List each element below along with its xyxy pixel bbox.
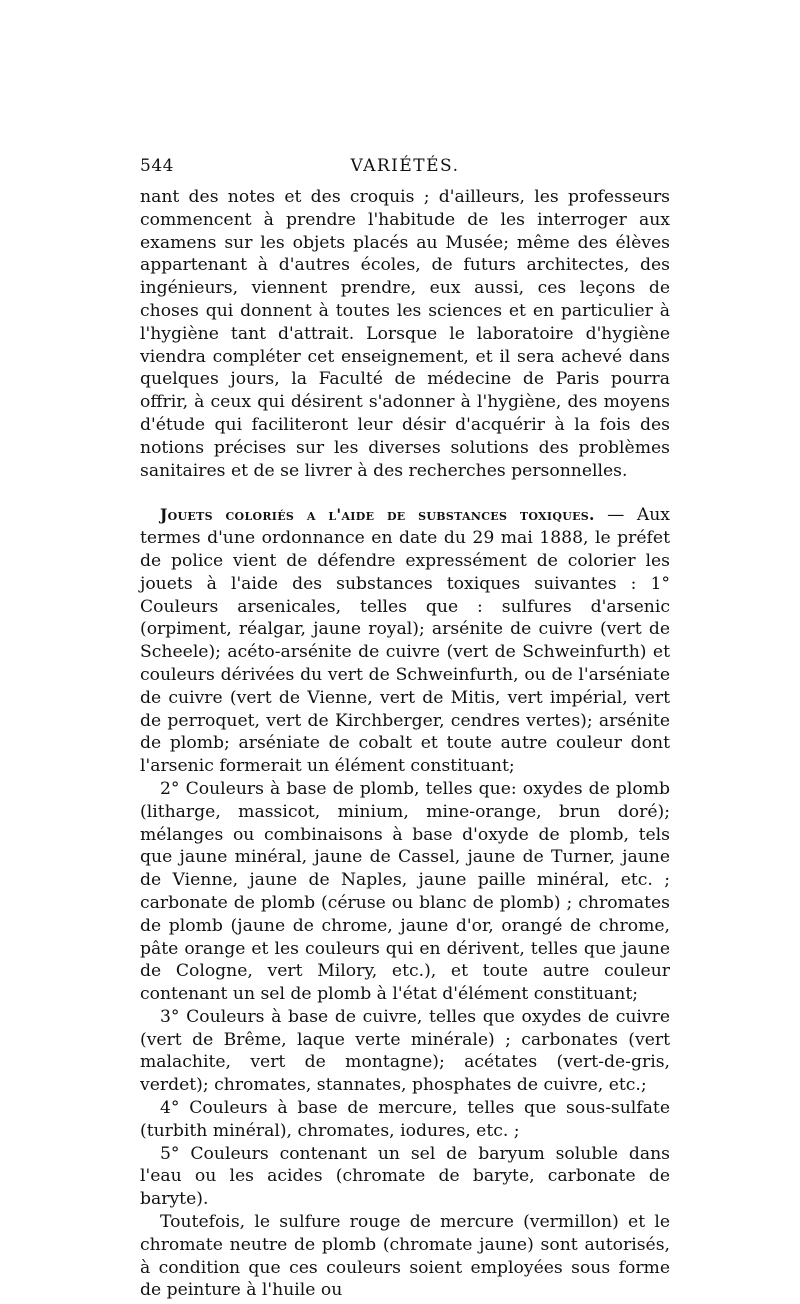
running-title: VARIÉTÉS.: [350, 156, 460, 176]
paragraph-toxic-toys: [140, 504, 670, 778]
section-gap: [140, 482, 670, 504]
page-header: [140, 156, 670, 180]
paragraph-continuation: nant des notes et des croquis ; d'ailleurs, les professeurs commencent à prendre l'habitude de les interroger aux examens sur les objets placés au Musée; même des élèves appartenant à d'autres écoles, de futurs architectes, des ingénieurs, viennent prendre, eux aussi, ces leçons de choses qui donnent à toutes les sciences et en particulier à l'hygiène tant d'attrait. Lorsque le laboratoire d'hygiène viendra compléter cet enseignement, et il sera achevé dans quelques jours, la Faculté de médecine de Paris pourra offrir, à ceux qui désirent s'adonner à l'hygiène, des moyens d'étude qui faciliteront leur désir d'acquérir à la fois des notions précises sur les diverses solutions des problèmes sanitaires et de se livrer à des recherches personnelles.: [140, 187, 670, 481]
page-number: 544: [140, 156, 174, 176]
paragraph-lead-colors: 2° Couleurs à base de plomb, telles que: oxydes de plomb (litharge, massicot, minium, mine-orange, brun doré); mélanges ou combinaisons à base d'oxyde de plomb, tels que jaune minéral, jaune de Cassel, jaune de Turner, jaune de Vienne, jaune de Naples, jaune paille minéral, etc. ; carbonate de plomb (céruse ou blanc de plomb) ; chromates de plomb (jaune de chrome, jaune d'or, orangé de chrome, pâte orange et les couleurs qui en dérivent, telles que jaune de Cologne, vert Milory, etc.), et toute autre couleur contenant un sel de plomb à l'état d'élément constituant;: [140, 778, 670, 1005]
page-body: [140, 186, 670, 1302]
paragraph-mercury-colors: 4° Couleurs à base de mercure, telles que sous-sulfate (turbith minéral), chromates, iodures, etc. ;: [140, 1098, 670, 1141]
paragraph-exceptions: Toutefois, le sulfure rouge de mercure (vermillon) et le chromate neutre de plomb (chromate jaune) sont autorisés, à condition que ces couleurs soient employées sous forme de peinture à l'huile ou: [140, 1212, 670, 1301]
paragraph-copper-colors: 3° Couleurs à base de cuivre, telles que oxydes de cuivre (vert de Brême, laque verte minérale) ; carbonates (vert malachite, vert de montagne); acétates (vert-de-gris, verdet); chromates, stannates, phosphates de cuivre, etc.;: [140, 1006, 670, 1096]
paragraph-barium-colors: 5° Couleurs contenant un sel de baryum soluble dans l'eau ou les acides (chromate de baryte, carbonate de baryte).: [140, 1143, 670, 1210]
paragraph-text: — Aux termes d'une ordonnance en date du 29 mai 1888, le préfet de police vient de défendre expressément de colorier les jouets à l'aide des substances toxiques suivantes : 1° Couleurs arsenicales, telles que : sulfures d'arsenic (orpiment, réalgar, jaune royal); arsénite de cuivre (vert de Scheele); acéto-arsénite de cuivre (vert de Schweinfurth) et couleurs dérivées du vert de Schweinfurth, ou de l'arséniate de cuivre (vert de Vienne, vert de Mitis, vert impérial, vert de perroquet, vert de Kirchberger, cendres vertes); arsénite de plomb; arséniate de cobalt et toute autre couleur dont l'arsenic formerait un élément constituant;: [140, 505, 671, 777]
section-title: Jouets coloriés a l'aide de substances toxiques.: [160, 505, 595, 525]
